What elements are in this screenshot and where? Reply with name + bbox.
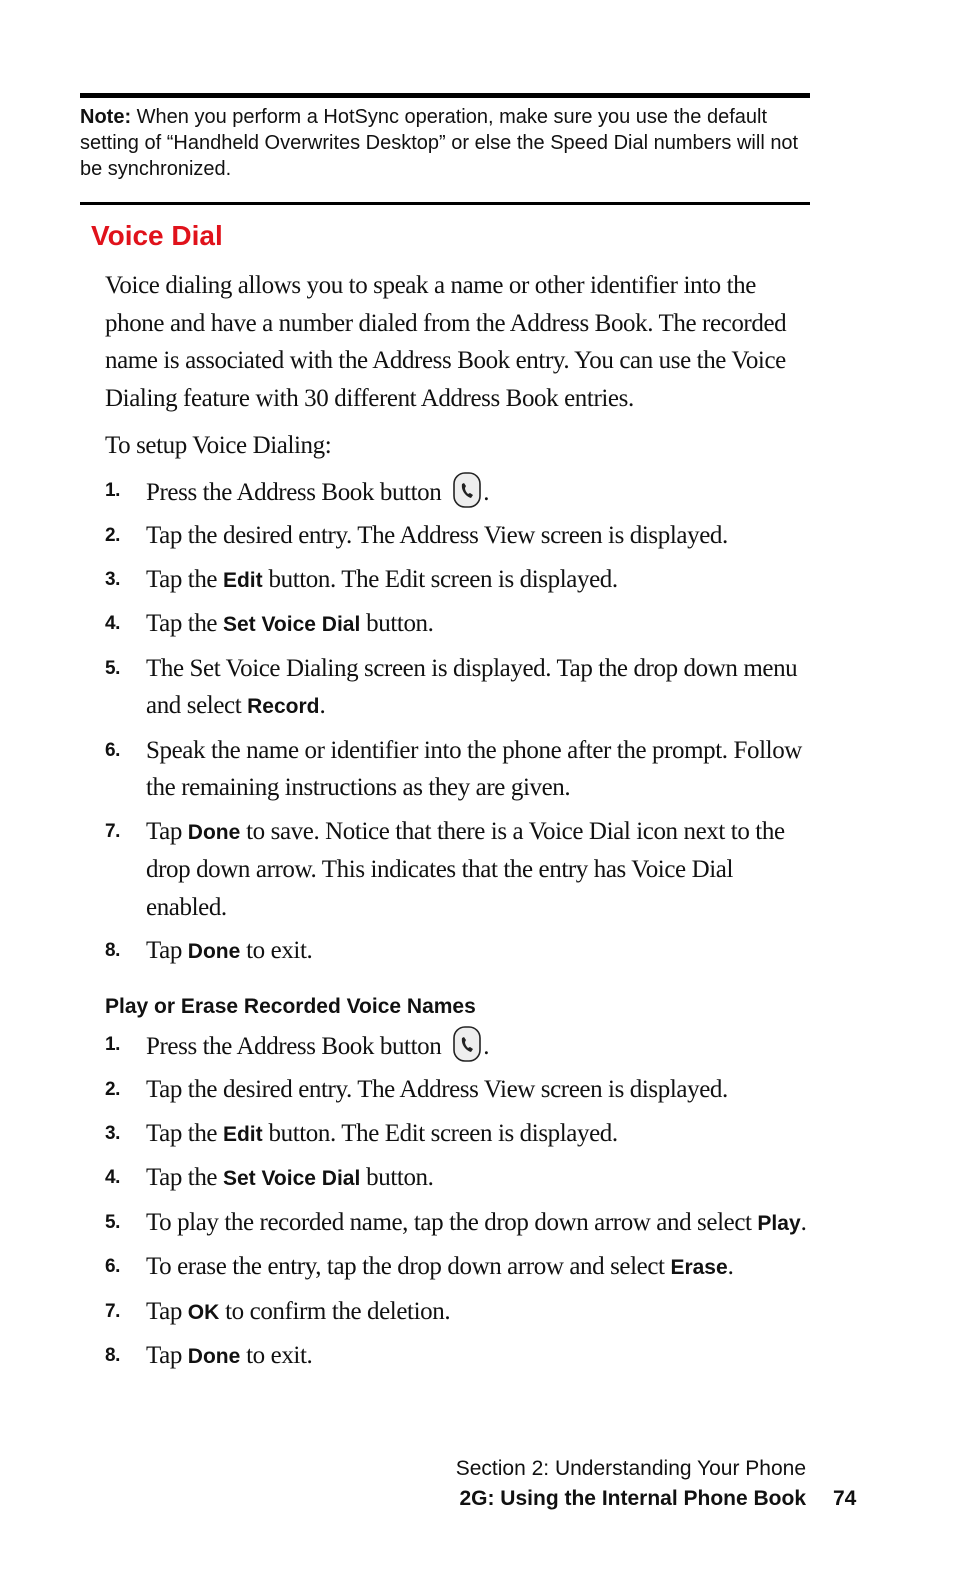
setup-step bbox=[105, 605, 815, 644]
step-text: Press the Address Book button bbox=[146, 1032, 448, 1060]
page-number: 74 bbox=[833, 1487, 857, 1510]
ui-label-record: Record bbox=[247, 695, 320, 718]
play-step bbox=[105, 1026, 815, 1066]
setup-step bbox=[105, 932, 815, 971]
step-text: Tap the desired entry. The Address View screen is displayed. bbox=[146, 522, 728, 549]
footer-section: Section 2: Understanding Your Phone bbox=[455, 1457, 806, 1480]
intro-paragraph: Voice dialing allows you to speak a name or other identifier into the phone and have a number dialed from the Address Book. The recorded name is associated with the Address Book entry. You can use the Voice Dialing feature with 30 different Address Book entries. bbox=[105, 272, 787, 412]
step-text-end: . bbox=[319, 692, 326, 719]
ui-label-done: Done bbox=[187, 940, 241, 963]
note-label: Note: bbox=[80, 106, 132, 128]
step-text: Press the Address Book button bbox=[146, 478, 448, 506]
setup-step bbox=[105, 517, 815, 555]
play-step bbox=[105, 1337, 815, 1376]
step-text-end: . bbox=[483, 478, 490, 506]
step-number: 5. bbox=[105, 657, 121, 679]
step-text-end: button. The Edit screen is displayed. bbox=[262, 565, 618, 593]
step-number: 7. bbox=[105, 820, 121, 842]
page-footer bbox=[456, 1454, 806, 1514]
address-book-phone-icon bbox=[453, 472, 481, 508]
setup-step bbox=[105, 472, 815, 512]
ui-label-play: Play bbox=[757, 1211, 801, 1235]
step-text-end: to save. Notice that there is a Voice Dial icon next to the drop down arrow. This indicates that the entry has Voice Dial enabled. bbox=[146, 817, 785, 921]
step-number: 8. bbox=[105, 940, 121, 961]
step-text: Tap bbox=[146, 1297, 188, 1325]
step-number: 2. bbox=[105, 1079, 121, 1100]
step-text-end: button. The Edit screen is displayed. bbox=[262, 1119, 618, 1147]
setup-step bbox=[105, 813, 815, 927]
ui-label-done: Done bbox=[187, 820, 241, 844]
setup-step bbox=[105, 650, 815, 726]
step-number: 2. bbox=[105, 525, 121, 546]
step-text-end: to confirm the deletion. bbox=[219, 1297, 451, 1325]
ui-label-edit: Edit bbox=[222, 568, 263, 592]
main-content bbox=[105, 267, 815, 1382]
step-text: Tap the desired entry. The Address View screen is displayed. bbox=[146, 1076, 728, 1103]
ui-label-ok: OK bbox=[187, 1300, 220, 1324]
step-text: To erase the entry, tap the drop down arrow and select bbox=[146, 1253, 671, 1280]
play-steps-list bbox=[105, 1026, 815, 1376]
step-number: 3. bbox=[105, 1122, 121, 1144]
step-text-end: to exit. bbox=[240, 1342, 313, 1369]
step-text-end: . bbox=[800, 1208, 807, 1236]
step-number: 3. bbox=[105, 568, 121, 590]
step-text-end: . bbox=[483, 1032, 490, 1060]
step-number: 7. bbox=[105, 1300, 121, 1322]
note-box bbox=[80, 93, 810, 205]
ui-label-edit: Edit bbox=[222, 1122, 263, 1146]
step-text: Tap the bbox=[146, 565, 223, 593]
note-text: When you perform a HotSync operation, make sure you use the default setting of “Handheld Overwrites Desktop” or else the Speed Dial numbers will not be synchronized. bbox=[80, 106, 799, 180]
step-number: 6. bbox=[105, 739, 121, 761]
play-erase-heading: Play or Erase Recorded Voice Names bbox=[105, 994, 476, 1018]
step-text: Tap bbox=[146, 1342, 188, 1369]
setup-step bbox=[105, 561, 815, 600]
step-text: Tap the bbox=[146, 1119, 223, 1147]
section-title: Voice Dial bbox=[91, 220, 223, 251]
ui-label-set-voice-dial: Set Voice Dial bbox=[222, 1167, 361, 1190]
play-step bbox=[105, 1248, 815, 1287]
play-step bbox=[105, 1071, 815, 1109]
play-step bbox=[105, 1115, 815, 1154]
ui-label-done: Done bbox=[187, 1345, 241, 1368]
play-step bbox=[105, 1204, 815, 1243]
step-number: 6. bbox=[105, 1256, 121, 1277]
step-text-end: to exit. bbox=[240, 937, 313, 964]
play-step bbox=[105, 1159, 815, 1198]
play-step bbox=[105, 1293, 815, 1332]
step-text: Tap bbox=[146, 937, 188, 964]
setup-lead: To setup Voice Dialing: bbox=[105, 432, 332, 459]
step-text: Tap bbox=[146, 817, 188, 845]
step-number: 1. bbox=[105, 479, 121, 501]
step-text: Tap the bbox=[146, 610, 223, 637]
step-text-end: button. bbox=[360, 610, 434, 637]
ui-label-erase: Erase bbox=[670, 1256, 728, 1279]
step-number: 8. bbox=[105, 1345, 121, 1366]
step-text: Tap the bbox=[146, 1164, 223, 1191]
footer-chapter: 2G: Using the Internal Phone Book bbox=[459, 1487, 806, 1510]
address-book-phone-icon bbox=[453, 1026, 481, 1062]
step-text: The Set Voice Dialing screen is displayed. Tap the drop down menu and select bbox=[146, 654, 798, 719]
ui-label-set-voice-dial: Set Voice Dial bbox=[222, 613, 361, 636]
step-number: 1. bbox=[105, 1033, 121, 1055]
step-text-end: . bbox=[727, 1253, 734, 1280]
step-text-end: button. bbox=[360, 1164, 434, 1191]
step-text: Speak the name or identifier into the phone after the prompt. Follow the remaining instructions as they are given. bbox=[146, 736, 802, 801]
step-number: 4. bbox=[105, 1167, 121, 1188]
setup-step bbox=[105, 732, 815, 807]
step-number: 4. bbox=[105, 613, 121, 634]
setup-steps-list bbox=[105, 472, 815, 971]
step-number: 5. bbox=[105, 1211, 121, 1233]
step-text: To play the recorded name, tap the drop down arrow and select bbox=[146, 1208, 758, 1236]
